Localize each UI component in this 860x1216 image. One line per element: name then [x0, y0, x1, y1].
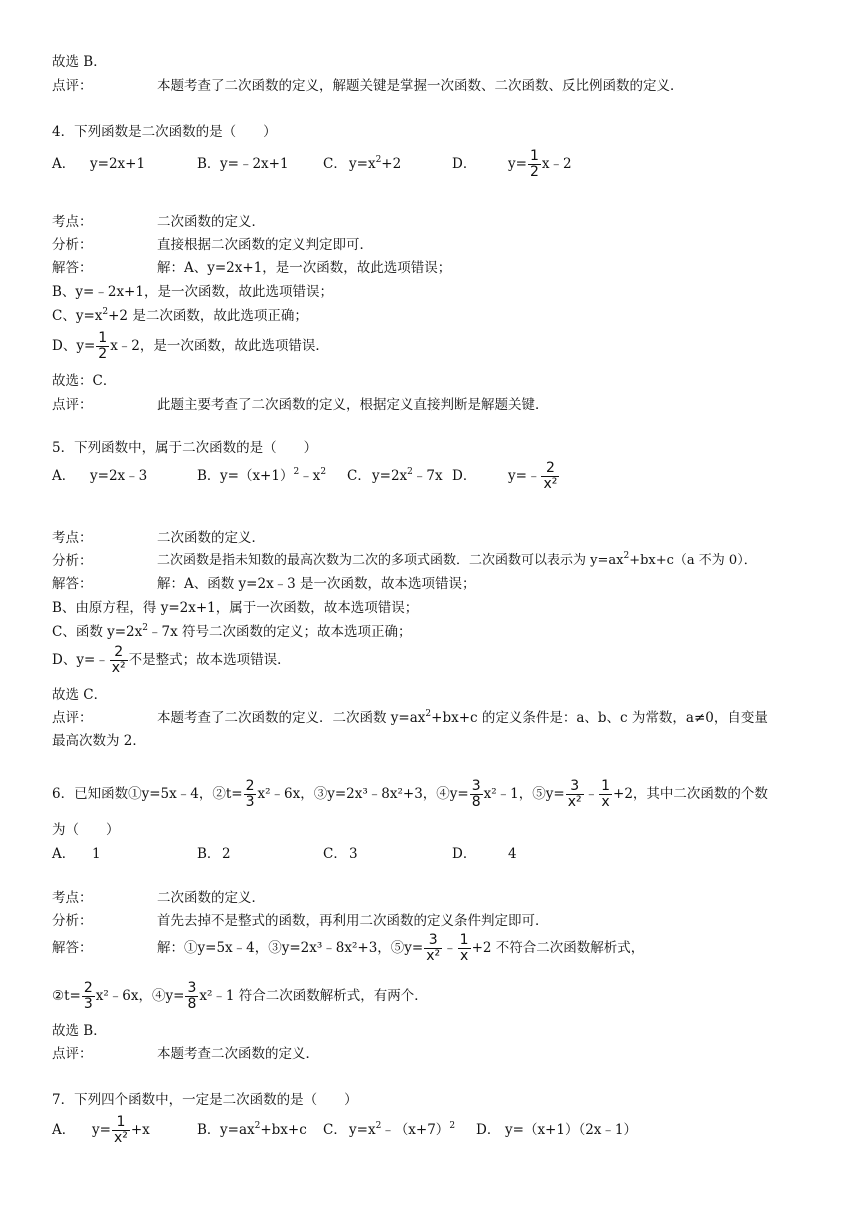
q5-line-b: B、由原方程，得 y=2x+1，属于一次函数，故本选项错误； — [52, 600, 419, 616]
q4-stem: 4．下列函数是二次函数的是（ ） — [52, 124, 277, 140]
q7-optB: $y=ax^2+bx+c$ — [220, 1121, 307, 1138]
q6-optB: 2 — [222, 846, 231, 862]
q4-fenxi: 直接根据二次函数的定义判定即可． — [157, 237, 373, 253]
q4-jieda-label: 解答： — [52, 260, 93, 276]
q5-jieda-label: 解答： — [52, 576, 93, 592]
q5-optB-label: B． — [197, 468, 221, 484]
q3-answer: 故选 B． — [52, 54, 107, 70]
q5-optC: $y=2x^2﹣7x$ — [372, 467, 443, 484]
fraction: $\frac{1}{x}$ — [459, 932, 469, 964]
q4-comment-label: 点评： — [52, 397, 93, 413]
q5-line-d: D、y=﹣ $\frac{2}{\text{x²}}$ 不是整式；故本选项错误． — [52, 644, 291, 676]
q4-line-b: B、y=﹣2x+1，是一次函数，故此选项错误； — [52, 284, 333, 300]
fraction: $\frac{3}{\text{x²}}$ — [567, 778, 582, 810]
fraction: $\frac{2}{\text{x²}}$ — [543, 460, 558, 492]
q6-stem-cont: 为（ ） — [52, 822, 120, 838]
q5-optC-label: C． — [347, 468, 371, 484]
q5-comment: 本题考查了二次函数的定义．二次函数 $y=ax^2+bx+c$ 的定义条件是：a、b、c 为常数，a≠0，自变量 — [157, 709, 768, 726]
fraction: $\frac{1}{x}$ — [601, 778, 611, 810]
q5-optD-label: D． — [452, 468, 477, 484]
fraction: $\frac{2}{3}$ — [83, 980, 93, 1012]
q4-optC: $y=x^2+2$ — [349, 155, 402, 172]
q7-optA: y= $\frac{1}{\text{x²}}$ +x — [92, 1114, 150, 1146]
q4-comment: 此题主要考查了二次函数的定义，根据定义直接判断是解题关键． — [157, 397, 549, 413]
q6-comment: 本题考查二次函数的定义． — [157, 1046, 319, 1062]
q4-kaodian-label: 考点： — [52, 214, 93, 230]
q6-optC-label: C． — [323, 846, 347, 862]
fraction: $\frac{2}{\text{x²}}$ — [111, 644, 126, 676]
q6-kaodian: 二次函数的定义． — [157, 890, 265, 906]
q4-fenxi-label: 分析： — [52, 237, 93, 253]
q6-fenxi-label: 分析： — [52, 913, 93, 929]
q4-line-d: D、y= $\frac{1}{2}$ x﹣2，是一次函数，故此选项错误． — [52, 330, 329, 362]
q5-comment-cont: 最高次数为 2． — [52, 733, 146, 749]
q6-stem: 6．已知函数①y=5x﹣4，②t= $\frac{2}{3}$ x²﹣6x，③y=2x³﹣8x²+3，④y= $\frac{3}{8}$ x²﹣1，⑤y= $\frac{3}{\text{x²}}$ ﹣ $\frac{1}{x}$ +2，其中二次函数的个数 — [52, 778, 768, 810]
q5-optB: $y=(x+1)^2﹣x^2$ — [220, 467, 327, 484]
q5-comment-label: 点评： — [52, 710, 93, 726]
q7-stem: 7．下列四个函数中，一定是二次函数的是（ ） — [52, 1092, 358, 1108]
q7-optD-label: D． — [476, 1122, 501, 1138]
q5-kaodian-label: 考点： — [52, 530, 93, 546]
q4-optC-label: C． — [323, 156, 347, 172]
q4-optD: y= $\frac{1}{2}$ x﹣2 — [508, 148, 572, 180]
fraction: $\frac{3}{\text{x²}}$ — [426, 932, 441, 964]
fraction: $\frac{2}{3}$ — [245, 778, 255, 810]
q4-jieda: 解：A、y=2x+1，是一次函数，故此选项错误； — [157, 260, 452, 276]
q4-optB-label: B． — [197, 156, 221, 172]
q5-jieda: 解：A、函数 y=2x﹣3 是一次函数，故本选项错误； — [157, 576, 476, 592]
q5-optA-label: A． — [52, 468, 76, 484]
q5-answer: 故选 C． — [52, 687, 108, 703]
q6-optA: 1 — [92, 846, 101, 862]
fraction: $\frac{1}{2}$ — [529, 148, 539, 180]
q7-optC: $y=x^2﹣(x+7)^2$ — [349, 1121, 456, 1138]
q5-line-c: C、函数 $y=2x^2﹣7x$ 符号二次函数的定义；故本选项正确； — [52, 623, 412, 640]
q7-optB-label: B． — [197, 1122, 221, 1138]
q4-optD-label: D． — [452, 156, 477, 172]
fraction: $\frac{1}{\text{x²}}$ — [113, 1114, 128, 1146]
q4-optA: y=2x+1 — [90, 156, 146, 172]
q4-kaodian: 二次函数的定义． — [157, 214, 265, 230]
q6-optB-label: B． — [197, 846, 221, 862]
q6-optA-label: A． — [52, 846, 76, 862]
q5-optA: y=2x﹣3 — [90, 468, 148, 484]
q6-jieda-label: 解答： — [52, 940, 93, 956]
q5-stem: 5．下列函数中，属于二次函数的是（ ） — [52, 440, 318, 456]
q5-kaodian: 二次函数的定义． — [157, 530, 265, 546]
q7-optA-label: A． — [52, 1122, 76, 1138]
fraction: $\frac{1}{2}$ — [98, 330, 108, 362]
q6-line2: ②t= $\frac{2}{3}$ x²﹣6x，④y= $\frac{3}{8}$ x²﹣1 符合二次函数解析式，有两个． — [52, 980, 428, 1012]
q6-optD: 4 — [508, 846, 517, 862]
q7-optC-label: C． — [323, 1122, 347, 1138]
fraction: $\frac{3}{8}$ — [471, 778, 481, 810]
q5-fenxi-label: 分析： — [52, 553, 93, 569]
q6-kaodian-label: 考点： — [52, 890, 93, 906]
q3-comment: 本题考查了二次函数的定义，解题关键是掌握一次函数、二次函数、反比例函数的定义． — [157, 78, 684, 94]
q3-comment-label: 点评： — [52, 78, 93, 94]
q4-optB: y=﹣2x+1 — [220, 156, 289, 172]
q6-answer: 故选 B． — [52, 1023, 107, 1039]
q6-fenxi: 首先去掉不是整式的函数，再利用二次函数的定义条件判定即可． — [157, 913, 549, 929]
q4-optA-label: A． — [52, 156, 76, 172]
q5-optD: y=﹣ $\frac{2}{\text{x²}}$ — [508, 460, 558, 492]
fraction: $\frac{3}{8}$ — [187, 980, 197, 1012]
q4-line-c: C、$y=x^2+2$ 是二次函数，故此选项正确； — [52, 307, 308, 324]
q6-optD-label: D． — [452, 846, 477, 862]
q6-comment-label: 点评： — [52, 1046, 93, 1062]
q6-jieda: 解：①y=5x﹣4，③y=2x³﹣8x²+3，⑤y= $\frac{3}{\text{x²}}$ ﹣ $\frac{1}{x}$ +2 不符合二次函数解析式， — [157, 932, 645, 964]
q5-fenxi: 二次函数是指未知数的最高次数为二次的多项式函数．二次函数可以表示为 $y=ax^2+bx+c(a$ 不为 0）． — [157, 551, 757, 568]
q6-optC: 3 — [349, 846, 358, 862]
q4-answer: 故选：C． — [52, 373, 117, 389]
q7-optD: y=（x+1）（2x﹣1） — [505, 1122, 637, 1138]
